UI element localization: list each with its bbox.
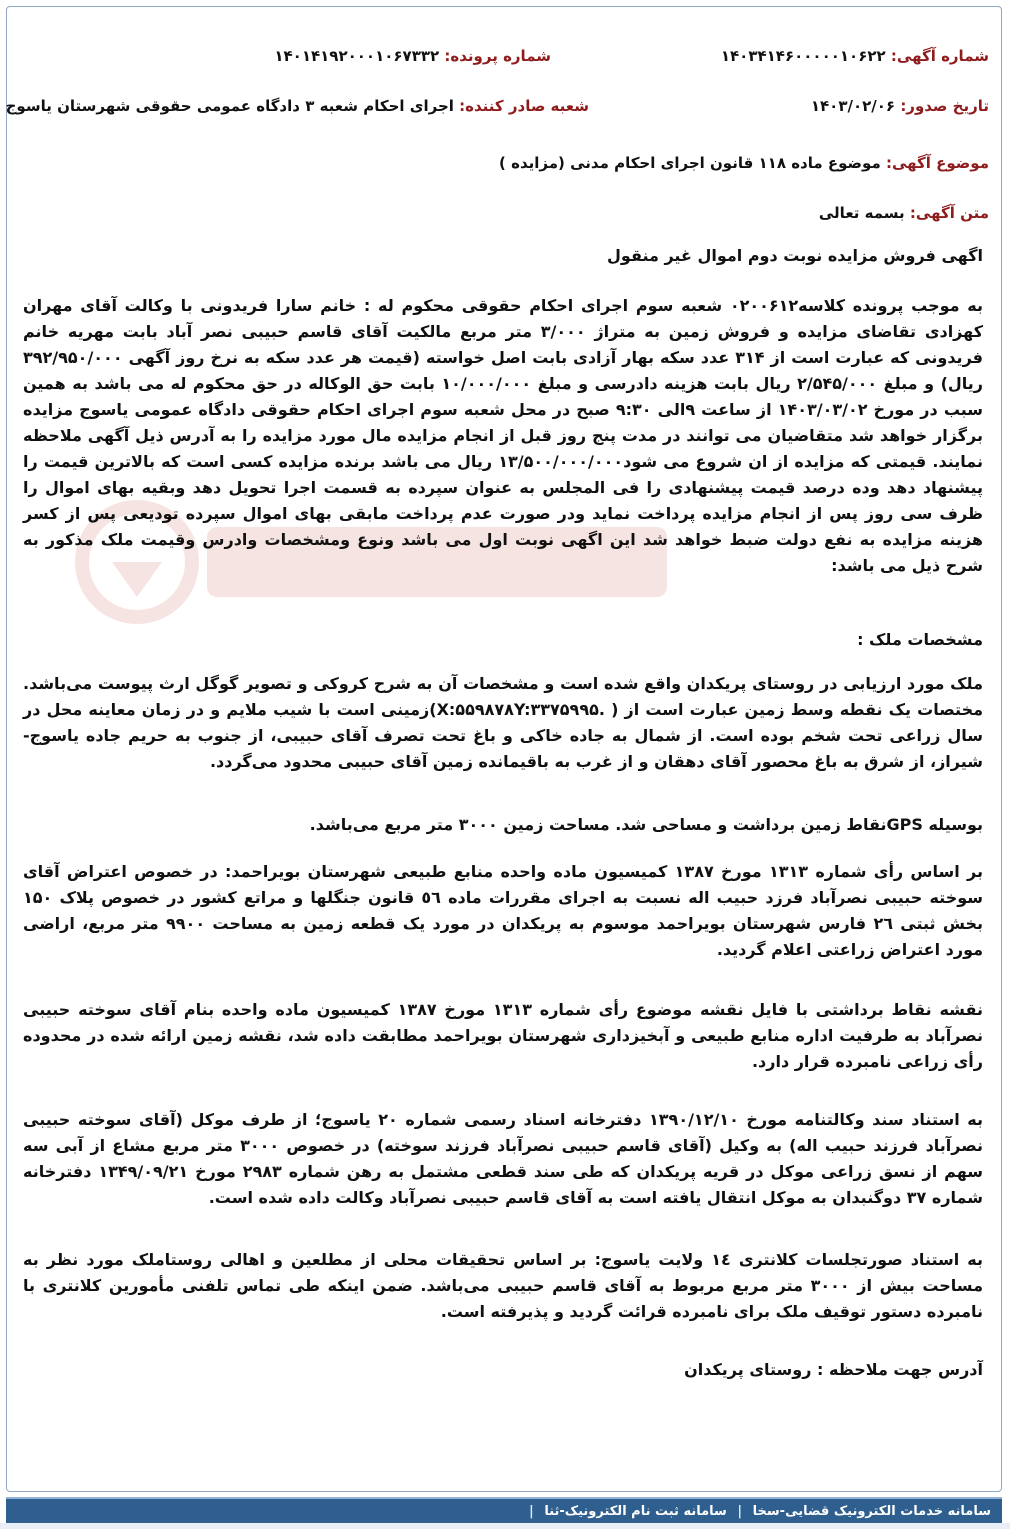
- subject: موضوع ماده ۱۱۸ قانون اجرای احکام مدنی (مزایده ): [499, 154, 881, 172]
- text-label: متن آگهی:: [909, 204, 989, 222]
- bottom-strip: [0, 1523, 1010, 1529]
- notice-page: [6, 6, 1002, 1492]
- notice-title: اگهی فروش مزایده نوبت دوم اموال غیر منقول: [607, 246, 983, 265]
- subject-row: [499, 154, 989, 172]
- case-number-row: [274, 47, 551, 65]
- viewing-address: آدرس جهت ملاحظه : روستای پریکدان: [684, 1360, 983, 1379]
- footer-separator: |: [737, 1504, 743, 1519]
- footer-bar: [6, 1497, 1002, 1523]
- paragraph-power-of-attorney: به استناد سند وکالتنامه مورخ ۱۳۹۰/۱۲/۱۰ دفترخانه اسناد رسمی شماره ۲۰ یاسوج؛ از طرف موکل (آقای سوخته حبیبی نصرآباد فرزند حبیب اله) به وکیل (آقای قاسم حبیبی نصرآباد فرزند سوخته) در خصوص ۳۰۰۰ متر مربع مشاع از آبی سه سهم از نسق زراعی موکل در قریه پریکدان که طی سند قطعی مشتمل به رهن شماره ۲۹۸۳ مورخ ۱۳۴۹/۰۹/۲۱ دفترخانه شماره ۳۷ دوگنبدان به موکل انتقال یافته است به آقای قاسم حبیبی نصرآباد وکالت داده شده است.: [23, 1110, 984, 1207]
- paragraph-map-match: نقشه نقاط برداشتی با فایل نقشه موضوع رأی شماره ۱۳۱۳ مورخ ۱۳۸۷ کمیسیون ماده واحده بنام آقای سوخته حبیبی نصرآباد به طرفیت اداره منابع طبیعی و آبخیزداری شهرستان بویراحمد مطابقت داده شد، نقشه زمین ارائه شده در محدوده رأی زراعی نامبرده قرار دارد.: [23, 1000, 983, 1071]
- property-specs-heading: مشخصات ملک :: [857, 630, 983, 649]
- ad-number-label: شماره آگهی:: [890, 47, 989, 65]
- subject-label: موضوع آگهی:: [885, 154, 989, 172]
- ad-number-row: [721, 47, 989, 65]
- footer-link-sakha[interactable]: سامانه خدمات الکترونیک قضایی-سخا: [752, 1504, 991, 1519]
- issue-date-row: [811, 97, 989, 115]
- paragraph-commission-ruling: بر اساس رأی شماره ۱۳۱۳ مورخ ۱۳۸۷ کمیسیون ماده واحده منابع طبیعی شهرستان بویراحمد: در خصوص اعتراض آقای سوخته حبیبی نصرآباد فرزد حبیب اله نسبت به اجرای مقررات ماده ٥٦ قانون جنگلها و مراتع کشور در خصوص پلاک ۱۵۰ بخش ثبتی ۲٦ فارس شهرستان بویراحمد موسوم به پریکدان در مورد یک قطعه زمین به مساحت ۹۹۰۰ متر مربع، اراضی مورد اعتراض زراعتی اعلام گردید.: [23, 862, 984, 959]
- case-number: ۱۴۰۱۴۱۹۲۰۰۰۱۰۶۷۳۳۲: [274, 47, 440, 65]
- text-intro-row: [819, 204, 989, 222]
- paragraph-property-location: ملک مورد ارزیابی در روستای پریکدان واقع شده است و مشخصات آن به شرح کروکی و تصویر گوگل ارث پیوست می‌باشد. مختصات یک نقطه وسط زمین عبارت است از ( .X:۵۵۹۸۷۸Y:۳۳۷۵۹۹۵)زمینی است با شیب ملایم و در زمان معاینه محل در سال زراعی تحت شخم بوده است. از شمال به جاده خاکی و باغ تحت تصرف آقای حبیبی، از جنوب به حریم جاده یاسوج-شیراز، از شرق به باغ محصور آقای دهقان و از غرب به باقیمانده زمین آقای حبیبی محدود می‌گردد.: [23, 674, 984, 771]
- issuer-row: [6, 97, 589, 115]
- paragraph-auction-details: به موجب پرونده کلاسه۰۲۰۰۶۱۲ شعبه سوم اجرای احکام حقوقی محکوم له : خانم سارا فریدونی با وکالت آقای مهران کهزادی تقاضای مزایده و فروش زمین به متراژ ۳/۰۰۰ متر مربع مالکیت آقای قاسم حبیبی نصر آباد بابت مهریه خانم فریدونی که عبارت است از ۳۱۴ عدد سکه بهار آزادی بابت اصل خواسته (قیمت هر عدد سکه به نرخ روز آگهی ۳۹۲/۹۵۰/۰۰۰ ریال) و مبلغ ۲/۵۴۵/۰۰۰ ریال بابت هزینه دادرسی و مبلغ ۱۰/۰۰۰/۰۰۰ بابت حق الوکاله در حق محکوم له می باشد به همین سبب در مورخ ۱۴۰۳/۰۳/۰۲ از ساعت ۹الی ۹:۳۰ صبح در محل شعبه سوم اجرای احکام حقوقی دادگاه عمومی یاسوج مزایده برگزار خواهد شد متقاضیان می توانند در مدت پنج روز قبل از انجام مزایده مال مورد مزایده را به آدرس ذیل آگهی ملاحظه نمایند. قیمتی که مزایده از ان شروع می شود۱۳/۵۰۰/۰۰۰/۰۰۰ ریال می باشد برنده مزایده کسی است که بالاترین قیمت را پیشنهاد دهد وده درصد قیمت پیشنهادی را فی المجلس به عنوان سپرده به قسمت اجرا تحویل دهد وبقیه بهای اموال را ظرف سی روز پس از انجام مزایده پرداخت نماید ودر صورت عدم پرداخت مابقی بهای اموال سپرده تودیعی پس از کسر هزینه مزایده به نفع دولت ضبط خواهد شد این اگهی نوبت اول می باشد ونوع ومشخصات وادرس وقیمت ملک مذکور به شرح ذیل می باشد:: [23, 296, 984, 575]
- paragraph-gps-survey: بوسیله GPSنقاط زمین برداشت و مساحی شد. مساحت زمین ۳۰۰۰ متر مربع می‌باشد.: [309, 815, 983, 834]
- issuer: اجرای احکام شعبه ۳ دادگاه عمومی حقوقی شهرستان یاسوج: [5, 97, 454, 115]
- case-number-label: شماره پرونده:: [444, 47, 551, 65]
- paragraph-police-report: به استناد صورتجلسات کلانتری ۱٤ ولایت یاسوج: بر اساس تحقیقات محلی از مطلعین و اهالی روستاملک مورد نظر به مساحت بیش از ۳۰۰۰ متر مربع مربوط به آقای قاسم حبیبی می‌باشد. ضمن اینکه طی تماس تلفنی مأمورین کلانتری با نامبرده دستور توقیف ملک برای نامبرده قرائت گردید و پذیرفته است.: [23, 1250, 983, 1321]
- footer-separator-end: |: [529, 1504, 534, 1519]
- footer-link-sana[interactable]: سامانه ثبت نام الکترونیک-ثنا: [544, 1504, 727, 1519]
- issue-date-label: تاریخ صدور:: [900, 97, 989, 115]
- ad-number: ۱۴۰۳۴۱۴۶۰۰۰۰۰۱۰۶۲۲: [720, 47, 886, 65]
- issuer-label: شعبه صادر کننده:: [459, 97, 589, 115]
- issue-date: ۱۴۰۳/۰۲/۰۶: [810, 97, 896, 115]
- text-intro: بسمه تعالی: [818, 204, 905, 222]
